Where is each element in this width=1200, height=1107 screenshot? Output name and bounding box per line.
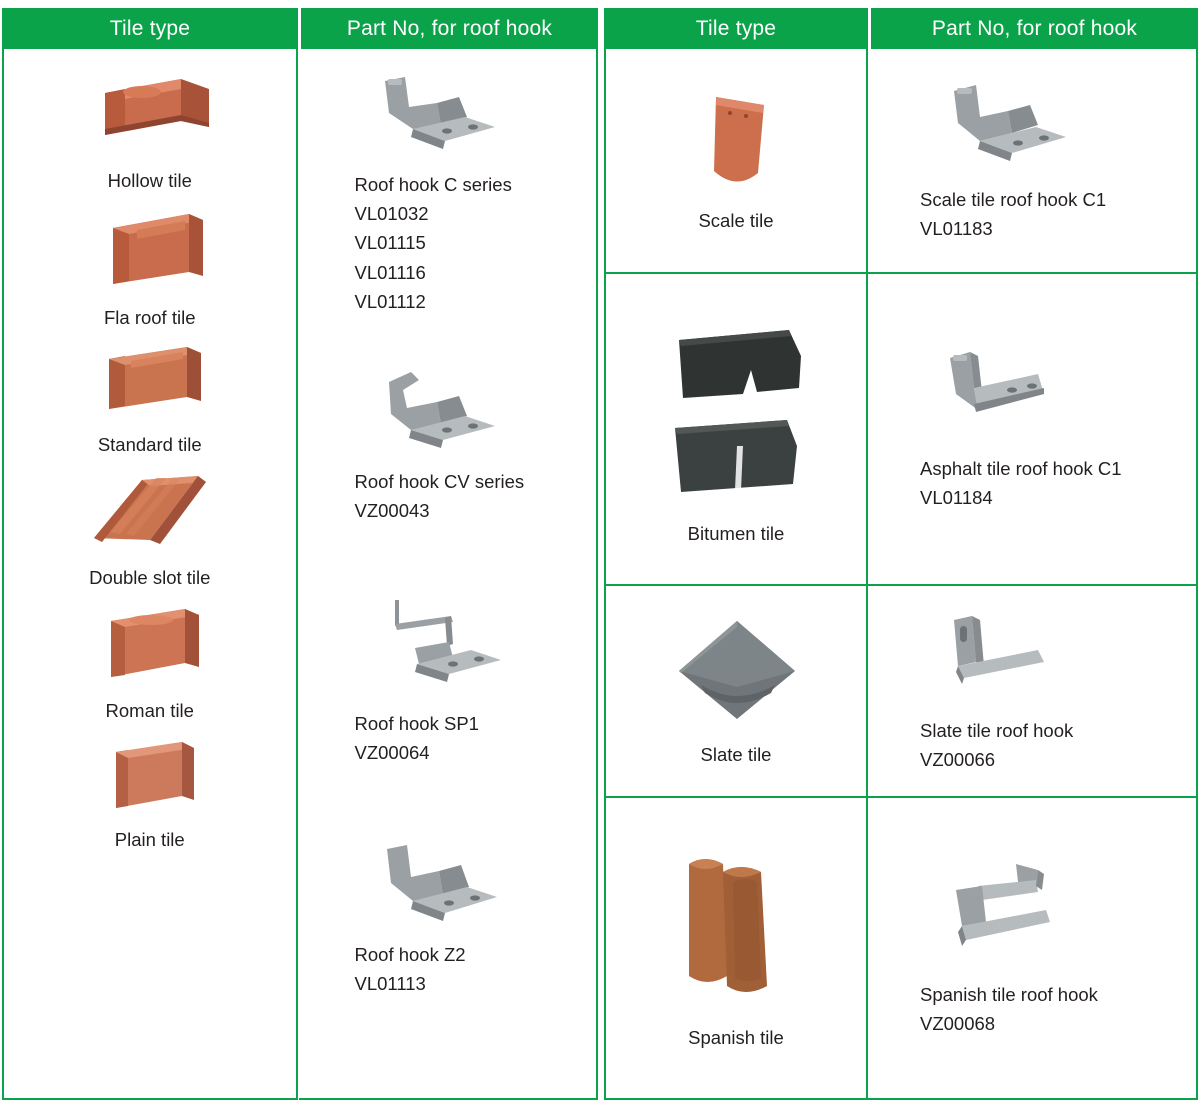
hook-line-2: VZ00064 (354, 741, 430, 763)
header-part-no-left: Part No, for roof hook (298, 8, 598, 49)
standard-tile-icon (85, 339, 215, 430)
hook-line-2: VZ00068 (920, 1012, 996, 1034)
hook-line-1: Slate tile roof hook (920, 719, 1074, 741)
slate-tile-icon (671, 615, 801, 738)
hook-cell (868, 586, 1198, 798)
list-item-label: Plain tile (114, 829, 185, 850)
list-item-label: Roman tile (105, 700, 194, 721)
hook-cell (868, 274, 1198, 586)
list-item-label: Hollow tile (107, 170, 192, 191)
table-row (604, 798, 1198, 1100)
hook-line-5: VL01112 (354, 290, 426, 312)
bitumen-tile-icon (661, 312, 811, 517)
table-row (604, 586, 1198, 798)
hook-line-2: VL01184 (920, 486, 993, 508)
plain-tile-icon (90, 734, 210, 825)
tile-cell (604, 586, 868, 798)
table-row (604, 274, 1198, 586)
flat-roof-tile-icon (85, 206, 215, 303)
hook-line-2: VL01183 (920, 218, 993, 239)
hook-line-1: Scale tile roof hook C1 (920, 189, 1107, 211)
hook-line-1: Spanish tile roof hook (920, 983, 1098, 1005)
hook-line-4: VL01116 (354, 261, 426, 283)
header-tile-type-left: Tile type (2, 8, 298, 49)
hook-cell (868, 798, 1198, 1100)
left-table-block (2, 8, 598, 1100)
tile-label: Slate tile (700, 743, 772, 765)
hook-line-1: Roof hook C series (354, 174, 512, 195)
list-item (4, 466, 296, 589)
tile-cell (604, 798, 868, 1100)
comparison-table (2, 8, 1198, 1100)
tile-label: Scale tile (698, 210, 774, 231)
list-item (4, 69, 296, 192)
list-item (299, 364, 597, 525)
asphalt-tile-roof-hook-icon (920, 344, 1080, 445)
tile-cell (604, 49, 868, 274)
list-item (4, 734, 296, 851)
list-item (299, 837, 597, 998)
spanish-tile-icon (671, 846, 801, 1021)
list-item (299, 592, 597, 767)
header-tile-type-right: Tile type (604, 8, 868, 49)
hook-line-2: VZ00043 (354, 500, 430, 522)
hollow-tile-icon (85, 69, 215, 166)
hook-line-2: VZ00066 (920, 748, 996, 770)
header-part-no-right: Part No, for roof hook (868, 8, 1198, 49)
roof-hook-z2-icon (355, 837, 525, 938)
right-header-row (604, 8, 1198, 49)
list-item-label: Double slot tile (89, 567, 211, 588)
list-item (4, 206, 296, 329)
list-item-label: Standard tile (97, 434, 202, 455)
roman-tile-icon (85, 599, 215, 696)
list-item (4, 599, 296, 722)
slate-tile-roof-hook-icon (920, 606, 1080, 707)
roof-hook-sp1-icon (355, 592, 525, 707)
roof-hook-c-series-icon (355, 67, 525, 168)
right-rows (604, 49, 1198, 1100)
left-header-row (2, 8, 598, 49)
table-row (604, 49, 1198, 274)
left-tile-column (2, 49, 298, 1100)
hook-line-1: Roof hook Z2 (354, 943, 466, 965)
right-table-block (604, 8, 1198, 1100)
list-item (299, 67, 597, 316)
hook-line-3: VL01115 (354, 232, 426, 254)
double-slot-tile-icon (80, 466, 220, 563)
hook-line-1: Roof hook CV series (354, 471, 525, 493)
tile-cell (604, 274, 868, 586)
hook-cell (868, 49, 1198, 274)
list-item (4, 339, 296, 456)
roof-hook-cv-series-icon (355, 364, 525, 465)
tile-label: Bitumen tile (687, 522, 785, 544)
hook-line-1: Asphalt tile roof hook C1 (920, 457, 1122, 479)
list-item-label: Fla roof tile (103, 307, 196, 328)
left-hook-column (299, 49, 599, 1100)
scale-tile-roof-hook-icon (920, 75, 1080, 176)
hook-line-2: VL01113 (354, 973, 426, 995)
left-body (2, 49, 598, 1100)
hook-line-1: Roof hook SP1 (354, 712, 479, 734)
spanish-tile-roof-hook-icon (920, 856, 1080, 971)
hook-line-2: VL01032 (354, 203, 429, 225)
scale-tile-icon (680, 87, 792, 204)
tile-label: Spanish tile (688, 1026, 784, 1048)
